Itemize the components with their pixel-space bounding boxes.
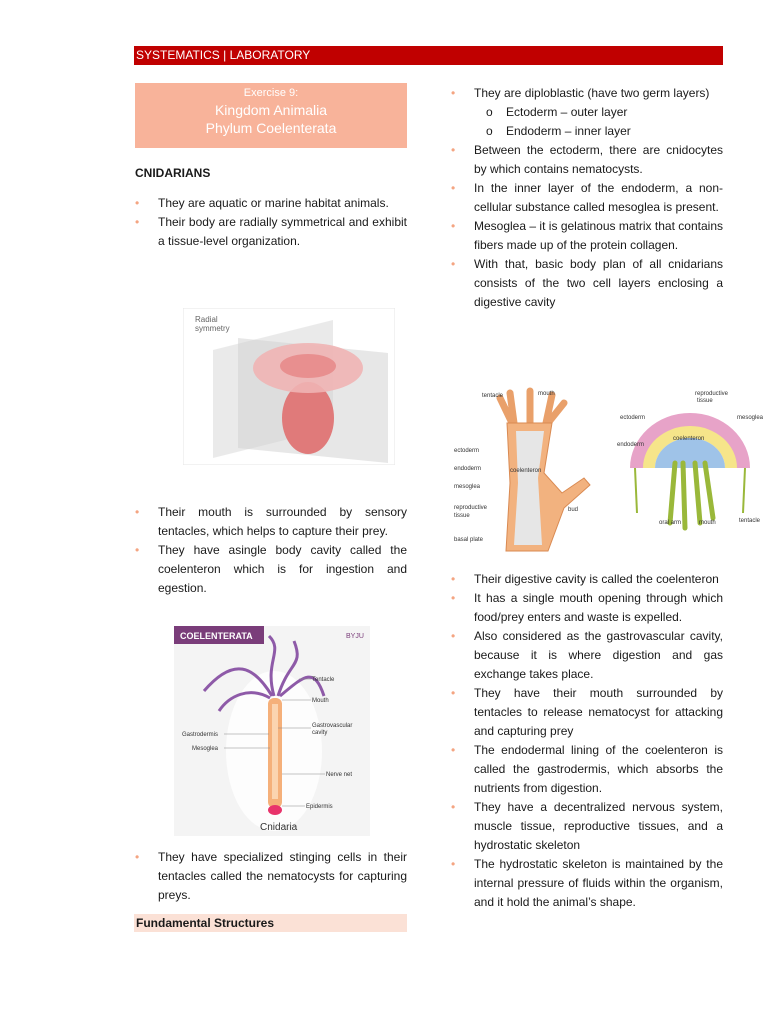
label: Gastrovascular [312,723,353,729]
list-item: • The endodermal lining of the coelenteron is called the gastrodermis, which absorbs the nutrients from digestion. [451,741,723,798]
label: Epidermis [306,804,333,810]
label: tentacle [482,393,504,399]
diploblastic-text: They are diploblastic (have two germ layers) [474,86,710,100]
label: Nerve net [326,772,353,778]
fundamental-structures-heading: Fundamental Structures [134,914,407,932]
gastrovascular-cavity [272,704,278,799]
label: ectoderm [454,448,480,454]
label: tissue [454,513,470,519]
list-item: • They have their mouth surrounded by tentacles to release nematocyst for attacking and capturing prey [451,684,723,741]
medusa-diagram [615,383,765,533]
label: reproductive [454,505,488,511]
label: Tentacle [312,677,335,683]
list-item: • They are aquatic or marine habitat animals. [135,194,407,213]
brand-logo: BYJU [346,633,364,640]
list-item: • With that, basic body plan of all cnidarians consists of the two cell layers enclosing a digestive cavity [451,255,723,312]
list-item: • They have a decentralized nervous system, muscle tissue, reproductive tissues, and a hydrostatic skeleton [451,798,723,855]
polyp-diagram [452,383,612,558]
list-item: • Mesoglea – it is gelatinous matrix that contains fibers made up of the protein collagen. [451,217,723,255]
sub-list-item: o Ectoderm – outer layer [474,103,723,122]
label: coelenteron [673,436,705,442]
list-item: • Their digestive cavity is called the coelenteron [451,570,723,589]
list-item: • They have asingle body cavity called the coelenteron which is for ingestion and egestion. [135,541,407,598]
label: mouth [699,520,716,526]
left-bullet-list-2 [135,503,407,598]
left-bullet-list-1 [135,194,407,251]
list-item: • The hydrostatic skeleton is maintained by the internal pressure of fluids within the organism, and it hold the animal’s shape. [451,855,723,912]
label: cavity [312,730,328,736]
label: Mouth [312,698,329,704]
label: endoderm [454,466,482,472]
section-heading: CNIDARIANS [135,166,211,180]
medusa-oral-arms [670,463,713,528]
radial-label: Radial [195,315,218,324]
label: mesoglea [454,484,481,490]
right-bullet-list-1 [451,84,723,312]
right-bullet-list-2 [451,570,723,912]
label: coelenteron [510,468,542,474]
label: tentacle [739,518,761,524]
figure-caption: Cnidaria [260,822,298,833]
exercise-number: Exercise 9: [243,87,299,99]
left-bullet-list-3 [135,848,407,905]
medusa-tentacles [635,468,745,513]
list-item: • Their mouth is surrounded by sensory tentacles, which helps to capture their prey. [135,503,407,541]
radial-label: symmetry [195,324,230,333]
exercise-title-box [135,83,407,148]
coelenterata-figure [174,626,370,836]
label: oral arm [659,520,682,526]
label: mesoglea [737,415,764,421]
basal-disc [268,805,282,815]
page-header: SYSTEMATICS | LABORATORY [134,46,723,65]
label: endoderm [617,442,645,448]
label: reproductive [695,391,729,397]
label: Mesoglea [192,746,219,752]
list-item: • It has a single mouth opening through which food/prey enters and waste is expelled. [451,589,723,627]
radial-symmetry-figure [183,308,395,465]
list-item: • Also considered as the gastrovascular cavity, because it is where digestion and gas exchange takes place. [451,627,723,684]
list-item: • In the inner layer of the endoderm, a non-cellular substance called mesoglea is present. [451,179,723,217]
label: ectoderm [620,415,646,421]
sub-list-item: o Endoderm – inner layer [474,122,723,141]
anemone-oral-disc [280,354,336,378]
list-item: • Between the ectoderm, there are cnidocytes by which contains nematocysts. [451,141,723,179]
kingdom-title: Kingdom Animalia [214,102,328,118]
label: mouth [538,391,555,397]
germ-layer-sublist [474,103,723,141]
label: basal plate [454,537,484,543]
label: bud [568,507,579,513]
label: tissue [697,398,713,404]
banner-text: COELENTERATA [180,631,253,641]
phylum-title: Phylum Coelenterata [205,120,337,136]
list-item: • They have specialized stinging cells in their tentacles called the nematocysts for capturing preys. [135,848,407,905]
list-item: • Their body are radially symmetrical and exhibit a tissue-level organization. [135,213,407,251]
label: Gastrodermis [182,732,219,738]
list-item [451,84,723,141]
